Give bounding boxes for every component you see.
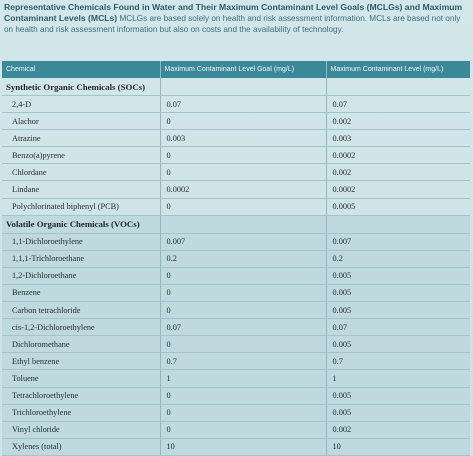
mclg-value: 0 (160, 113, 326, 130)
group-empty-cell (160, 78, 326, 96)
table-row (2, 387, 470, 404)
mclg-value: 0 (160, 267, 326, 284)
mcl-value: 0.005 (326, 267, 470, 284)
chemical-name: cis-1,2-Dichloroethylene (2, 319, 160, 336)
table-caption (4, 2, 466, 35)
mclg-value: 10 (160, 438, 326, 455)
mclg-value: 0 (160, 336, 326, 353)
chemical-name: Toluene (2, 370, 160, 387)
table-body (2, 78, 470, 455)
chemical-name: Lindane (2, 181, 160, 198)
chemical-name: 1,1-Dichloroethylene (2, 233, 160, 250)
mcl-value: 10 (326, 438, 470, 455)
mclg-value: 0 (160, 198, 326, 215)
table-row (2, 284, 470, 301)
chemical-name: Ethyl benzene (2, 353, 160, 370)
mclg-value: 0 (160, 387, 326, 404)
mcl-value: 0.005 (326, 302, 470, 319)
chemical-name: Chlordane (2, 164, 160, 181)
table-row (2, 164, 470, 181)
caption-title: Representative Chemicals Found in Water and Their Maximum Contaminant Level Goals (MCLGs) and Maximum Contaminant Levels (MCLs) (4, 2, 463, 24)
table-header-row (2, 61, 470, 78)
table-row (2, 147, 470, 164)
chemical-name: Trichloroethylene (2, 404, 160, 421)
chemical-name: 1,1,1-Trichloroethane (2, 250, 160, 267)
mclg-value: 0 (160, 164, 326, 181)
mclg-value: 0 (160, 302, 326, 319)
table-row (2, 267, 470, 284)
mcl-value: 1 (326, 370, 470, 387)
mcl-value: 0.0002 (326, 181, 470, 198)
mclg-value: 0 (160, 284, 326, 301)
table-row (2, 353, 470, 370)
table-row (2, 404, 470, 421)
chemical-name: Atrazine (2, 130, 160, 147)
mclg-value: 0.007 (160, 233, 326, 250)
mcl-value: 0.002 (326, 421, 470, 438)
table-row (2, 421, 470, 438)
chemical-name: Alachor (2, 113, 160, 130)
group-label: Volatile Organic Chemicals (VOCs) (2, 215, 160, 233)
mclg-value: 0 (160, 421, 326, 438)
mclg-value: 0.07 (160, 319, 326, 336)
table-row (2, 233, 470, 250)
group-empty-cell (326, 78, 470, 96)
group-row (2, 78, 470, 96)
chemical-name: 1,2-Dichloroethane (2, 267, 160, 284)
group-label: Synthetic Organic Chemicals (SOCs) (2, 78, 160, 96)
chemical-name: 2,4-D (2, 96, 160, 113)
mclg-value: 0.07 (160, 96, 326, 113)
mcl-value: 0.005 (326, 336, 470, 353)
table-row (2, 96, 470, 113)
contaminant-table (2, 61, 470, 456)
table-row (2, 302, 470, 319)
header-mcl: Maximum Contaminant Level (mg/L) (326, 61, 470, 78)
mclg-value: 0.0002 (160, 181, 326, 198)
chemical-name: Xylenes (total) (2, 438, 160, 455)
table-row (2, 250, 470, 267)
table-row (2, 198, 470, 215)
mcl-value: 0.002 (326, 113, 470, 130)
chemical-name: Carbon tetrachloride (2, 302, 160, 319)
table-row (2, 319, 470, 336)
mcl-value: 0.003 (326, 130, 470, 147)
mcl-value: 0.007 (326, 233, 470, 250)
chemical-name: Benzo(a)pyrene (2, 147, 160, 164)
mcl-value: 0.0005 (326, 198, 470, 215)
table-row (2, 438, 470, 455)
mcl-value: 0.07 (326, 319, 470, 336)
mcl-value: 0.2 (326, 250, 470, 267)
mcl-value: 0.005 (326, 404, 470, 421)
chemical-name: Polychlorinated biphenyl (PCB) (2, 198, 160, 215)
table-row (2, 113, 470, 130)
mclg-value: 1 (160, 370, 326, 387)
group-empty-cell (326, 215, 470, 233)
table-row (2, 336, 470, 353)
table-row (2, 370, 470, 387)
chemical-name: Vinyl chloride (2, 421, 160, 438)
mclg-value: 0 (160, 404, 326, 421)
mcl-value: 0.005 (326, 387, 470, 404)
mcl-value: 0.07 (326, 96, 470, 113)
chemical-name: Benzene (2, 284, 160, 301)
header-chemical: Chemical (2, 61, 160, 78)
table-row (2, 181, 470, 198)
mclg-value: 0.7 (160, 353, 326, 370)
mclg-value: 0.003 (160, 130, 326, 147)
mcl-value: 0.7 (326, 353, 470, 370)
group-empty-cell (160, 215, 326, 233)
chemical-name: Tetrachloroethylene (2, 387, 160, 404)
table-row (2, 130, 470, 147)
mcl-value: 0.002 (326, 164, 470, 181)
caption-body: MCLGs are based solely on health and risk assessment information. MCLs are based not only on health and risk assessment information but also on costs and the availability of technology. (4, 14, 461, 34)
mclg-value: 0.2 (160, 250, 326, 267)
mcl-value: 0.0002 (326, 147, 470, 164)
mcl-value: 0.005 (326, 284, 470, 301)
chemical-name: Dichloromethane (2, 336, 160, 353)
header-mclg: Maximum Contaminant Level Goal (mg/L) (160, 61, 326, 78)
group-row (2, 215, 470, 233)
mclg-value: 0 (160, 147, 326, 164)
